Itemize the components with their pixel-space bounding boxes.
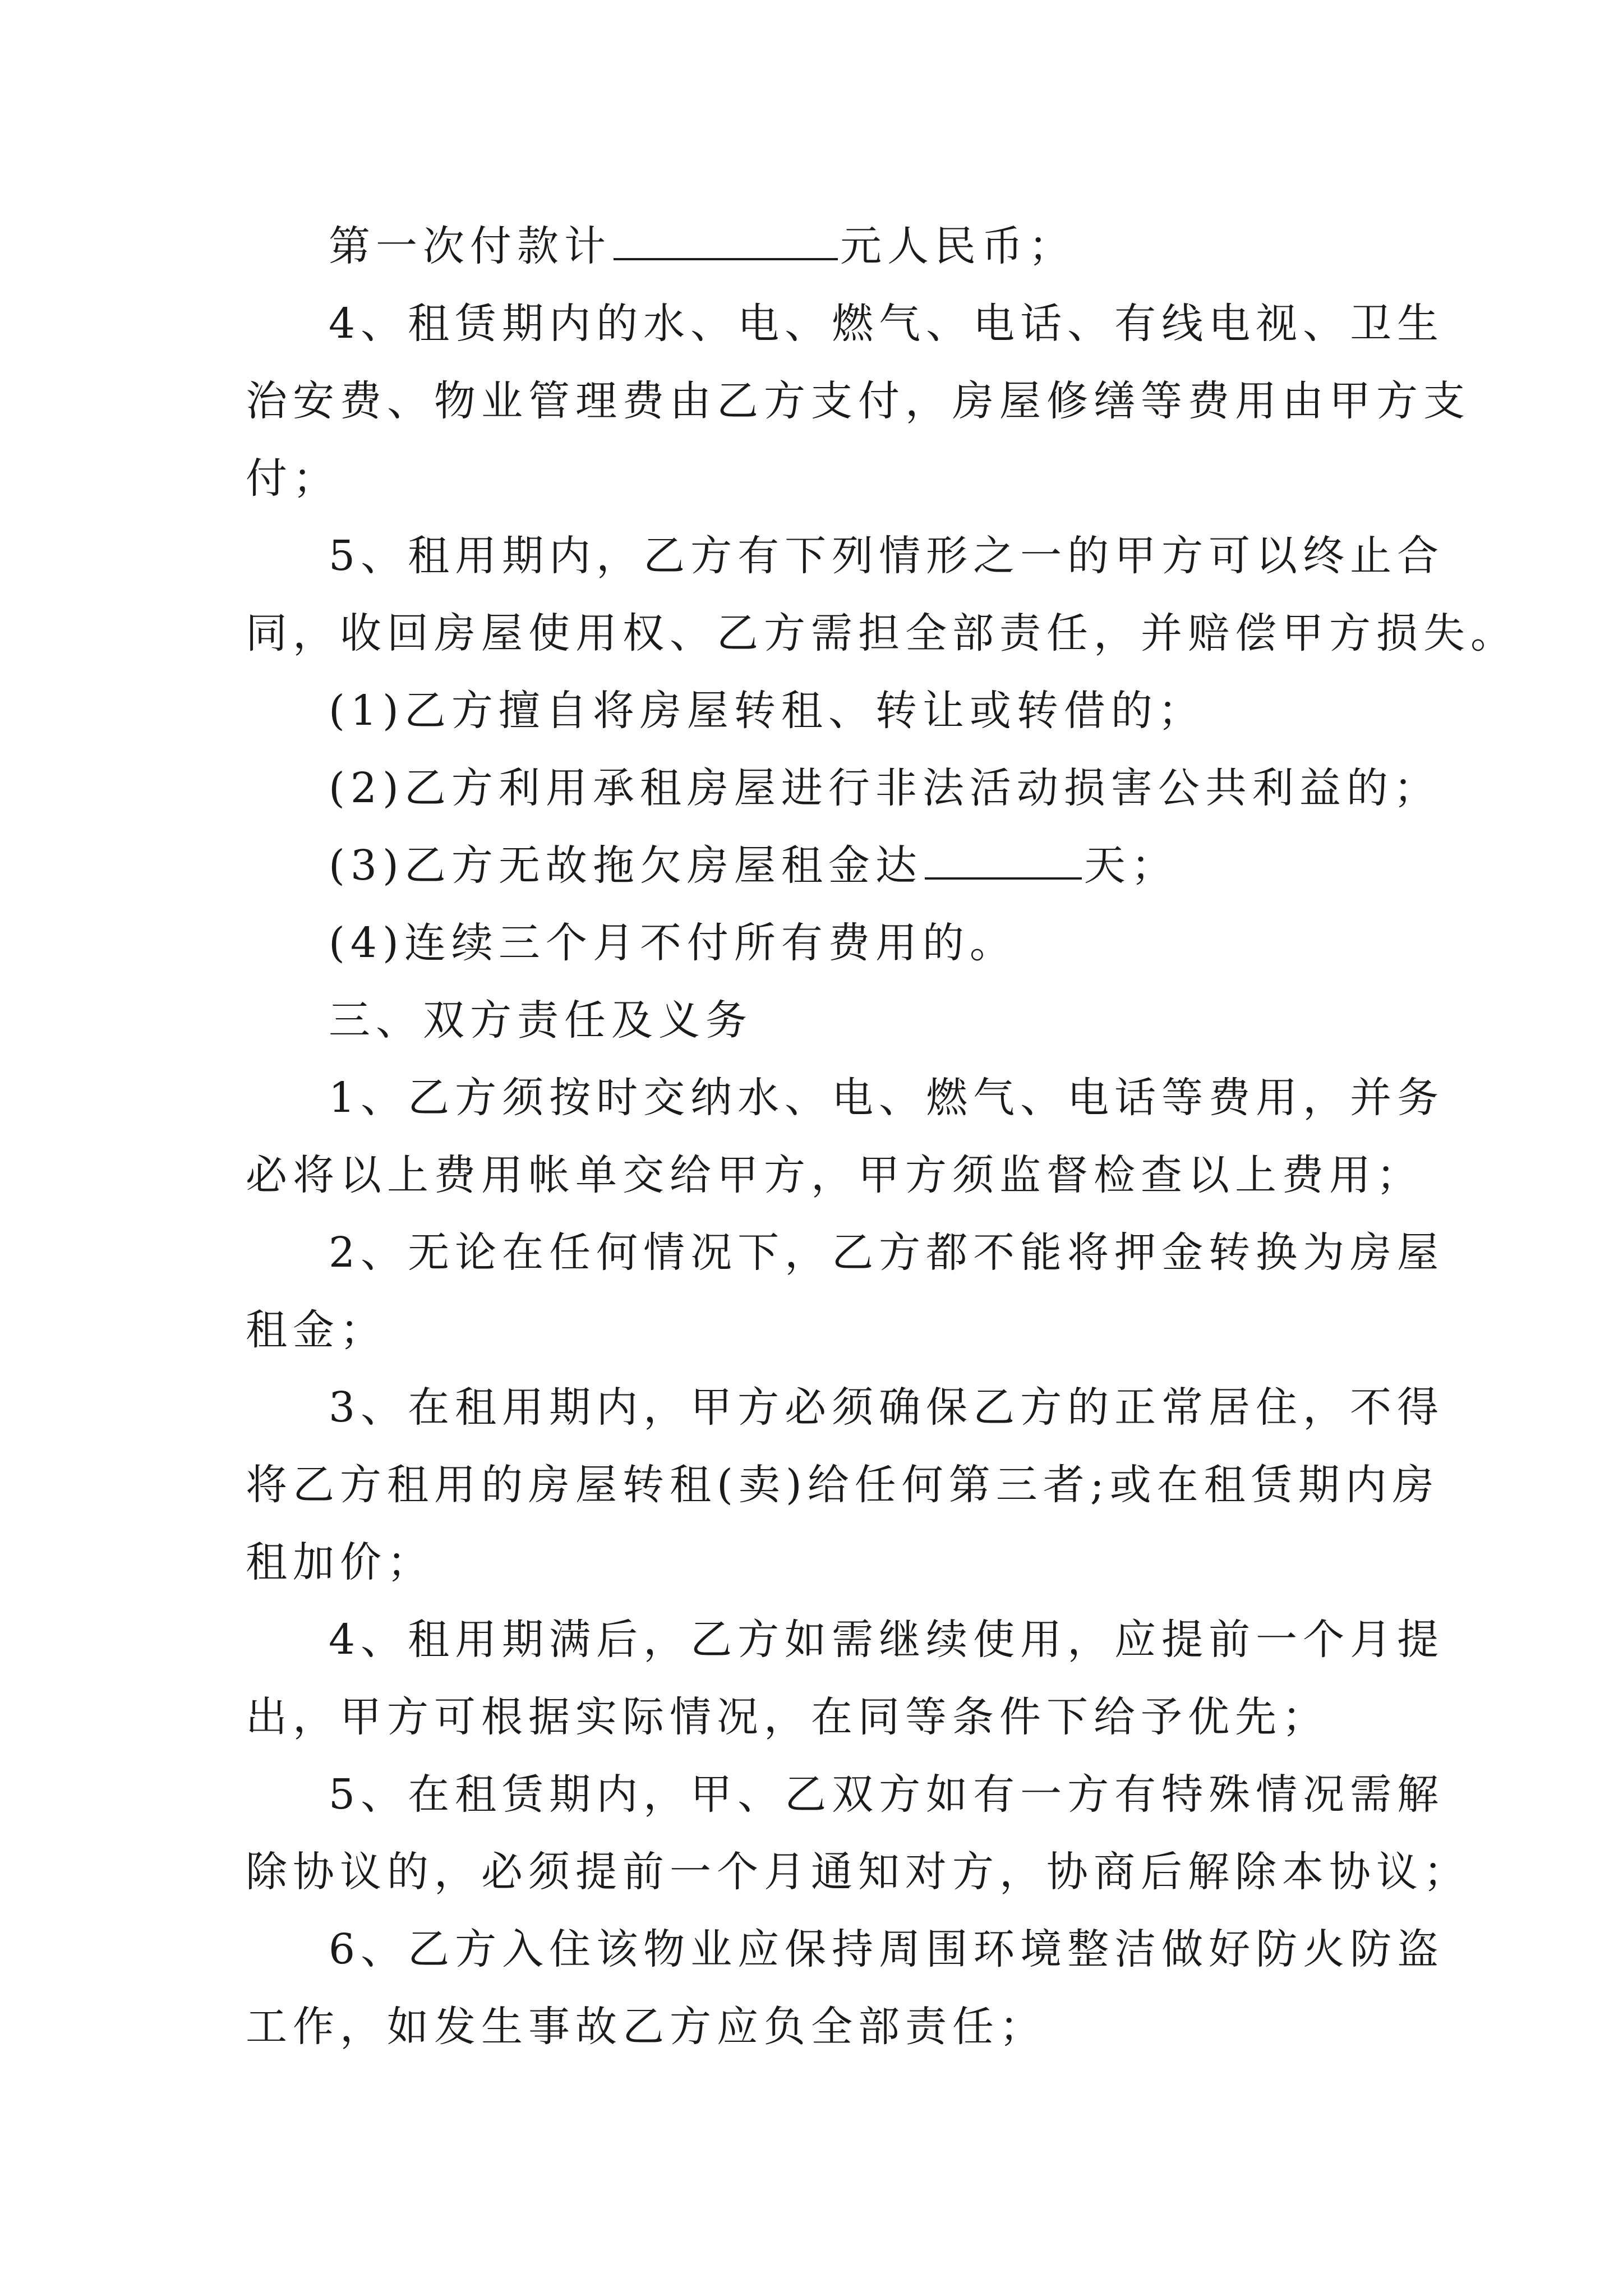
duty-3-line-3: 租加价； [246,1538,434,1586]
duty-5-line-1: 5、在租赁期内，甲、乙双方如有一方有特殊情况需解 [329,1770,1445,1819]
termination-item-2: (2)乙方利用承租房屋进行非法活动损害公共利益的； [329,764,1441,812]
duty-1-line-2: 必将以上费用帐单交给甲方，甲方须监督检查以上费用； [246,1151,1423,1199]
clause-utilities-line-1: 4、租赁期内的水、电、燃气、电话、有线电视、卫生 [329,300,1445,348]
payment-first-line: 第一次付款计 元人民币； [329,222,1076,270]
termination-item-3: (3)乙方无故拖欠房屋租金达 天； [329,841,1178,890]
duty-5-line-2: 除协议的，必须提前一个月通知对方，协商后解除本协议； [246,1848,1470,1896]
section-heading-responsibilities: 三、双方责任及义务 [329,996,753,1045]
termination-item-4: (4)连续三个月不付所有费用的。 [329,919,1017,967]
duty-4-line-1: 4、租用期满后，乙方如需继续使用，应提前一个月提 [329,1616,1445,1664]
duty-1-line-1: 1、乙方须按时交纳水、电、燃气、电话等费用，并务 [329,1074,1445,1122]
clause-utilities-line-3: 付； [246,454,340,503]
document-body [246,208,1518,2065]
payment-amount-blank [614,223,838,260]
duty-4-line-2: 出，甲方可根据实际情况，在同等条件下给予优先； [246,1693,1329,1741]
termination-item-1: (1)乙方擅自将房屋转租、转让或转借的； [329,687,1205,735]
duty-2-line-1: 2、无论在任何情况下，乙方都不能将押金转换为房屋 [329,1228,1445,1277]
duty-6-line-2: 工作，如发生事故乙方应负全部责任； [246,2003,1046,2051]
clause-utilities-line-2: 治安费、物业管理费由乙方支付，房屋修缮等费用由甲方支 [246,377,1470,425]
duty-3-line-1: 3、在租用期内，甲方必须确保乙方的正常居住，不得 [329,1383,1445,1432]
clause-termination-line-1: 5、租用期内，乙方有下列情形之一的甲方可以终止合 [329,532,1445,580]
overdue-days-blank [925,843,1082,880]
duty-3-line-2: 将乙方租用的房屋转租(卖)给任何第三者;或在租赁期内房 [246,1461,1440,1509]
clause-termination-line-2: 同，收回房屋使用权、乙方需担全部责任，并赔偿甲方损失。 [246,609,1518,657]
duty-2-line-2: 租金； [246,1306,387,1354]
duty-6-line-1: 6、乙方入住该物业应保持周围环境整洁做好防火防盗 [329,1925,1445,1973]
